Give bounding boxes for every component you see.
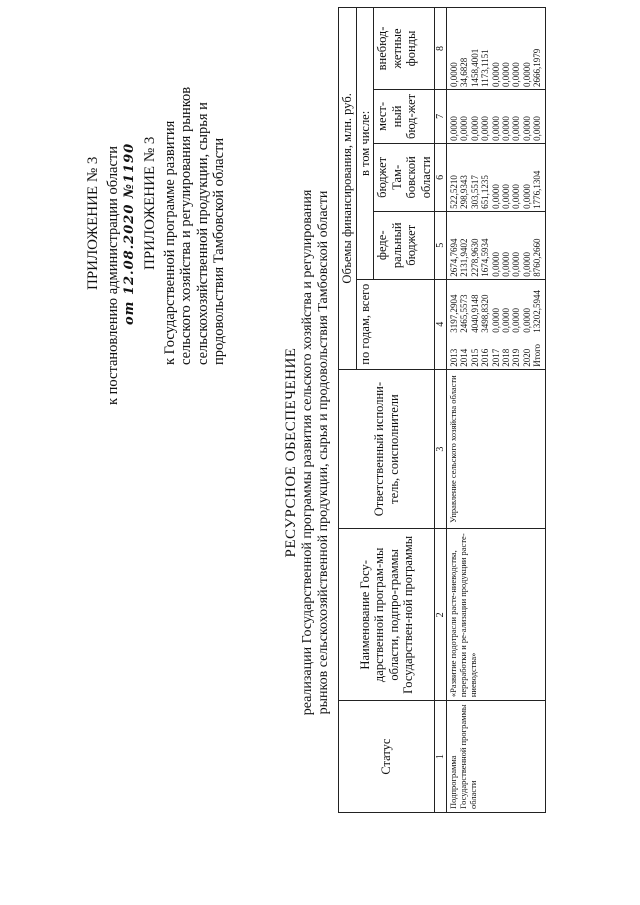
value-line: 0,0000 xyxy=(480,116,491,141)
header-funding: Объемы финансирования, млн. руб. xyxy=(339,8,357,370)
value-line: 34,6828 xyxy=(459,57,470,87)
value-line: 0,0000 xyxy=(532,116,543,141)
header-regional: бюджет Там-бовской области xyxy=(374,143,435,211)
value-line: 303,5517 xyxy=(469,175,480,209)
value-line: 0,0000 xyxy=(521,307,532,333)
heading-line: реализации Государственной программы развития сельского хозяйства и регулирования xyxy=(300,189,315,716)
value-line: 2020 xyxy=(521,348,532,367)
value-line: 0,0000 xyxy=(511,116,522,141)
appendix-program-line: сельскохозяйственной продукции, сырья и xyxy=(194,102,211,365)
cell-federal xyxy=(447,211,546,279)
value-line: 0,0000 xyxy=(511,184,522,209)
value-line: 1458,4001 xyxy=(469,48,480,87)
header-by-year: по годам, всего xyxy=(356,279,435,369)
value-line: 2014 xyxy=(459,348,470,367)
heading-title: РЕСУРСНОЕ ОБЕСПЕЧЕНИЕ xyxy=(283,347,299,558)
document-heading xyxy=(283,0,332,905)
column-number: 1 xyxy=(435,701,447,813)
header-program-name: Наименование Госу-дарственной програм-мы области, подпро-граммы Государствен-ной программы xyxy=(339,529,435,701)
value-line: 298,9343 xyxy=(459,175,470,209)
table-row xyxy=(447,8,546,813)
value-line: 0,0000 xyxy=(490,184,501,209)
value-line: 3197,2904 xyxy=(449,294,459,333)
value-line: 13202,5944 xyxy=(532,289,543,333)
value-line: 0,0000 xyxy=(511,307,522,333)
value-line: 0,0000 xyxy=(449,116,459,141)
value-line: 0,0000 xyxy=(501,184,512,209)
value-line: 0,0000 xyxy=(490,62,501,87)
value-line: 651,1235 xyxy=(480,175,491,209)
value-line: 0,0000 xyxy=(490,116,501,141)
appendix-decree-title: ПРИЛОЖЕНИЕ № 3 xyxy=(85,156,101,290)
value-line: 0,0000 xyxy=(501,252,512,277)
column-number: 5 xyxy=(435,211,447,279)
header-federal: феде-ральный бюджет xyxy=(374,211,435,279)
cell-program-name: «Развитие подотрасли расте-ниеводства, переработки и ре-ализации продукции расте-ниеводства» xyxy=(447,529,546,701)
value-line: 2016 xyxy=(480,348,491,367)
value-line: 2465,5573 xyxy=(459,294,470,333)
heading-line: рынков сельскохозяйственной продукции, сырья и продовольствия Тамбовской области xyxy=(316,190,331,715)
value-line: 0,0000 xyxy=(521,62,532,87)
value-line: 0,0000 xyxy=(501,307,512,333)
value-line: 2017 xyxy=(490,348,501,367)
value-line: 0,0000 xyxy=(521,252,532,277)
appendix-program-title: ПРИЛОЖЕНИЕ № 3 xyxy=(142,136,158,270)
cell-local xyxy=(447,89,546,143)
value-line: 2013 xyxy=(449,348,459,367)
value-line: 8760,2660 xyxy=(532,238,543,277)
cell-years-total xyxy=(447,279,546,369)
column-number: 7 xyxy=(435,89,447,143)
cell-offbudget xyxy=(447,8,546,90)
column-numbers-row xyxy=(435,8,447,813)
value-line: 1173,1151 xyxy=(480,49,491,87)
value-line: 0,0000 xyxy=(490,252,501,277)
resource-table xyxy=(338,7,546,813)
value-line: 2674,7694 xyxy=(449,238,459,277)
appendix-program-block xyxy=(142,5,228,365)
column-number: 4 xyxy=(435,279,447,369)
appendix-program-line: к Государственной программе развития xyxy=(161,120,178,365)
value-line: 2015 xyxy=(469,348,480,367)
appendix-decree-subtitle: к постановлению администрации области xyxy=(104,145,121,405)
cell-executor: Управление сельского хозяйства области xyxy=(447,369,546,529)
value-line: 1776,1304 xyxy=(532,170,543,209)
header-including: в том числе: xyxy=(356,8,374,280)
value-line: 3498,8320 xyxy=(480,294,491,333)
column-number: 2 xyxy=(435,529,447,701)
value-line: 0,0000 xyxy=(449,62,459,87)
appendix-decree-block xyxy=(85,25,139,405)
column-number: 8 xyxy=(435,8,447,90)
value-line: 0,0000 xyxy=(511,62,522,87)
value-line: 2278,9630 xyxy=(469,238,480,277)
value-line: 2666,1979 xyxy=(532,48,543,87)
handwritten-date-number: от 12.08.2020 №1190 xyxy=(122,142,137,325)
value-line: 4040,9148 xyxy=(469,294,480,333)
value-line: Итого xyxy=(532,343,543,367)
cell-status: Подпрограмма Государственной программы области xyxy=(447,701,546,813)
value-line: 2019 xyxy=(511,348,522,367)
appendix-program-line: продовольствия Тамбовской области xyxy=(211,137,227,365)
value-line: 0,0000 xyxy=(490,307,501,333)
value-line: 0,0000 xyxy=(521,184,532,209)
totals-list xyxy=(449,290,543,333)
value-line: 522,5210 xyxy=(449,175,459,209)
value-line: 2131,9402 xyxy=(459,238,470,277)
value-line: 0,0000 xyxy=(501,62,512,87)
header-status: Статус xyxy=(339,701,435,813)
value-line: 0,0000 xyxy=(511,252,522,277)
value-line: 0,0000 xyxy=(501,116,512,141)
header-offbudget: внебюд-жетные фонды xyxy=(374,8,435,90)
years-list xyxy=(449,333,543,367)
value-line: 0,0000 xyxy=(521,116,532,141)
value-line: 1674,5934 xyxy=(480,238,491,277)
column-number: 6 xyxy=(435,143,447,211)
value-line: 2018 xyxy=(501,348,512,367)
appendix-program-line: сельского хозяйства и регулирования рынков xyxy=(178,86,194,365)
cell-regional xyxy=(447,143,546,211)
value-line: 0,0000 xyxy=(459,116,470,141)
column-number: 3 xyxy=(435,369,447,529)
header-executor: Ответственный исполни-тель, соисполнители xyxy=(339,369,435,529)
value-line: 0,0000 xyxy=(469,116,480,141)
header-local: мест-ный бюд-жет xyxy=(374,89,435,143)
